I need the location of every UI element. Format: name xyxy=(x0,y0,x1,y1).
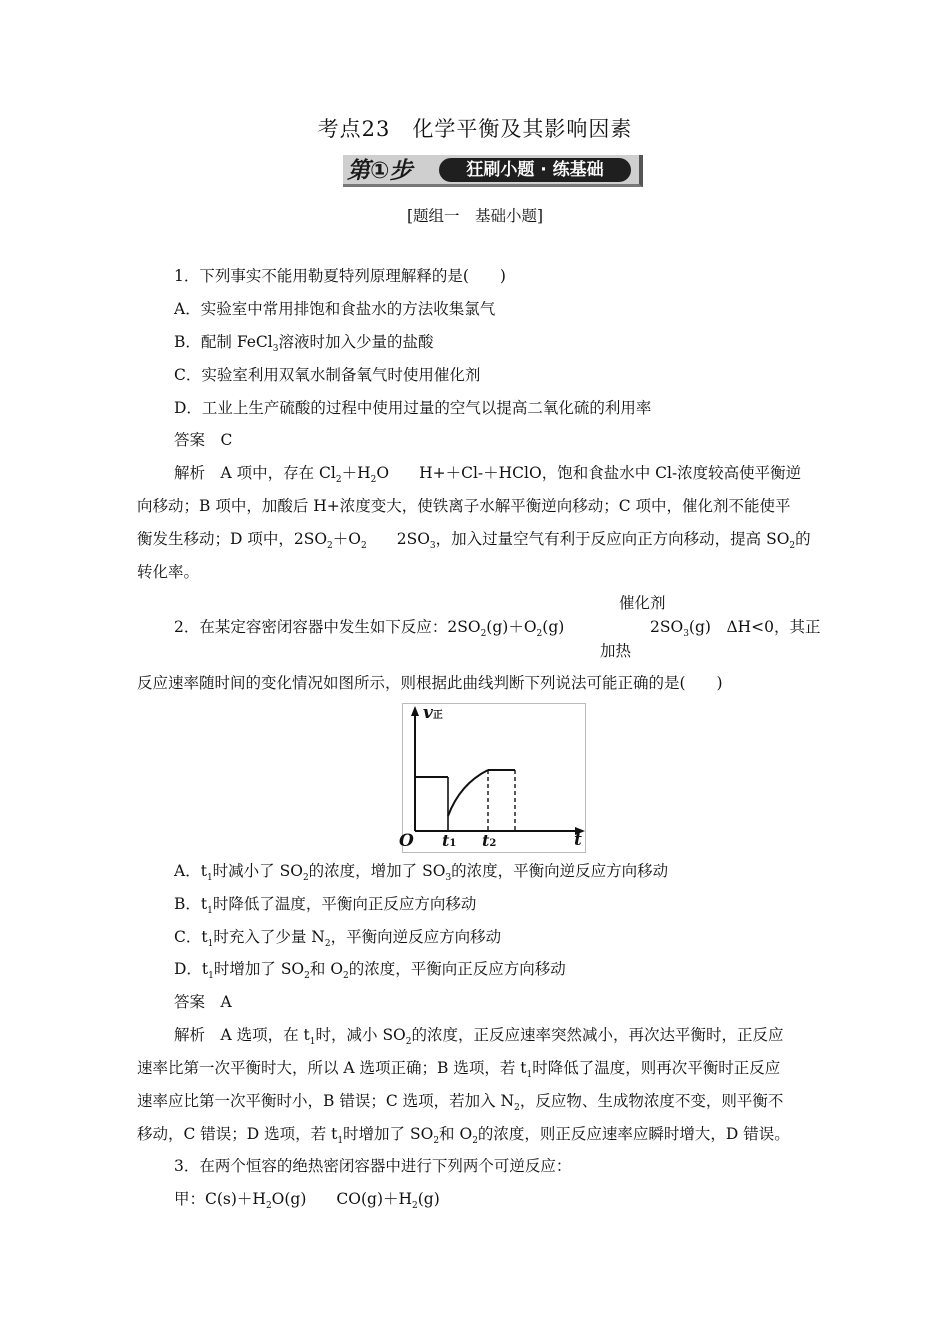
q1-option-d: D．工业上生产硫酸的过程中使用过量的空气以提高二氧化硫的利用率 xyxy=(174,399,652,417)
t1-label: t1 xyxy=(442,831,457,850)
q1-explanation-line4: 转化率。 xyxy=(137,563,200,581)
y-axis-label: v正 xyxy=(423,703,443,723)
q2-stem-product: $2SO_3(g)$ ΔH<0，其正 xyxy=(650,618,821,639)
banner-slogan: 狂刷小题 · 练基础 xyxy=(439,158,631,182)
q1-stem: 1．下列事实不能用勒夏特列原理解释的是( ) xyxy=(174,267,506,285)
x-axis-label: t xyxy=(574,830,582,850)
q2-option-a: A．$t_1$时减小了 $SO_2$的浓度，增加了 $SO_3$的浓度，平衡向逆反应方向移动 xyxy=(174,862,669,883)
q2-explanation-line4: 移动，C 错误；D 选项，若 $t_1$时增加了 $SO_2$和 $O_2$的浓度，则正反应速率应瞬时增大，D 错误。 xyxy=(137,1125,790,1146)
q2-heat-label: 加热 xyxy=(600,642,632,660)
q2-option-c: C．$t_1$时充入了少量 $N_2$，平衡向逆反应方向移动 xyxy=(174,928,502,949)
q1-option-c: C．实验室利用双氧水制备氧气时使用催化剂 xyxy=(174,366,481,384)
q1-explanation-line2: 向移动；B 项中，加酸后 H+浓度变大，使铁离子水解平衡逆向移动；C 项中，催化剂不能使平 xyxy=(137,497,791,515)
q2-stem-line2: 反应速率随时间的变化情况如图所示，则根据此曲线判断下列说法可能正确的是( ) xyxy=(137,674,723,692)
step-banner xyxy=(343,155,643,187)
q1-option-b: B．配制 FeCl$_3$溶液时加入少量的盐酸 xyxy=(174,333,434,354)
q1-option-a: A．实验室中常用排饱和食盐水的方法收集氯气 xyxy=(174,300,496,318)
t2-label: t2 xyxy=(482,831,497,850)
q1-explanation-line3: 衡发生移动；D 项中，$2SO_2+O_2$ $2SO_3$，加入过量空气有利于反应向正方向移动，提高 $SO_2$的 xyxy=(137,530,811,551)
step-label: 第①步 xyxy=(347,158,413,184)
q2-answer: 答案 A xyxy=(174,993,232,1011)
page-title: 考点23 化学平衡及其影响因素 xyxy=(317,117,633,141)
q2-option-b: B．$t_1$时降低了温度，平衡向正反应方向移动 xyxy=(174,895,477,916)
q2-explanation-line2: 速率比第一次平衡时大，所以 A 选项正确；B 选项，若 $t_1$时降低了温度，则再次平衡时正反应 xyxy=(137,1059,781,1080)
rate-curve xyxy=(448,770,488,816)
group-title: [题组一 基础小题] xyxy=(406,207,544,225)
origin-label: O xyxy=(399,831,414,851)
q3-reaction-jia: 甲：$C(s)+H_2O(g)$ $CO(g)+H_2(g)$ xyxy=(174,1190,440,1211)
velocity-time-graph xyxy=(399,703,586,853)
q1-explanation-line1: 解析 A 项中，存在 $Cl_2+H_2O$ H+＋Cl-＋HClO，饱和食盐水中 Cl-浓度较高使平衡逆 xyxy=(174,464,802,485)
q1-answer: 答案 C xyxy=(174,431,233,449)
q2-explanation-line1: 解析 A 选项，在 $t_1$时，减小 $SO_2$的浓度，正反应速率突然减小，再次达平衡时，正反应 xyxy=(174,1026,784,1047)
y-axis-arrow xyxy=(411,706,419,716)
q2-catalyst-label: 催化剂 xyxy=(619,594,666,612)
q2-option-d: D．$t_1$时增加了 $SO_2$和 $O_2$的浓度，平衡向正反应方向移动 xyxy=(174,960,566,981)
q3-stem: 3．在两个恒容的绝热密闭容器中进行下列两个可逆反应： xyxy=(174,1157,572,1175)
q2-stem-line1: 2．在某定容密闭容器中发生如下反应：$2SO_2(g)+O_2(g)$ xyxy=(174,618,565,639)
q2-explanation-line3: 速率应比第一次平衡时小，B 错误；C 选项，若加入 $N_2$，反应物、生成物浓度不变，则平衡不 xyxy=(137,1092,784,1113)
